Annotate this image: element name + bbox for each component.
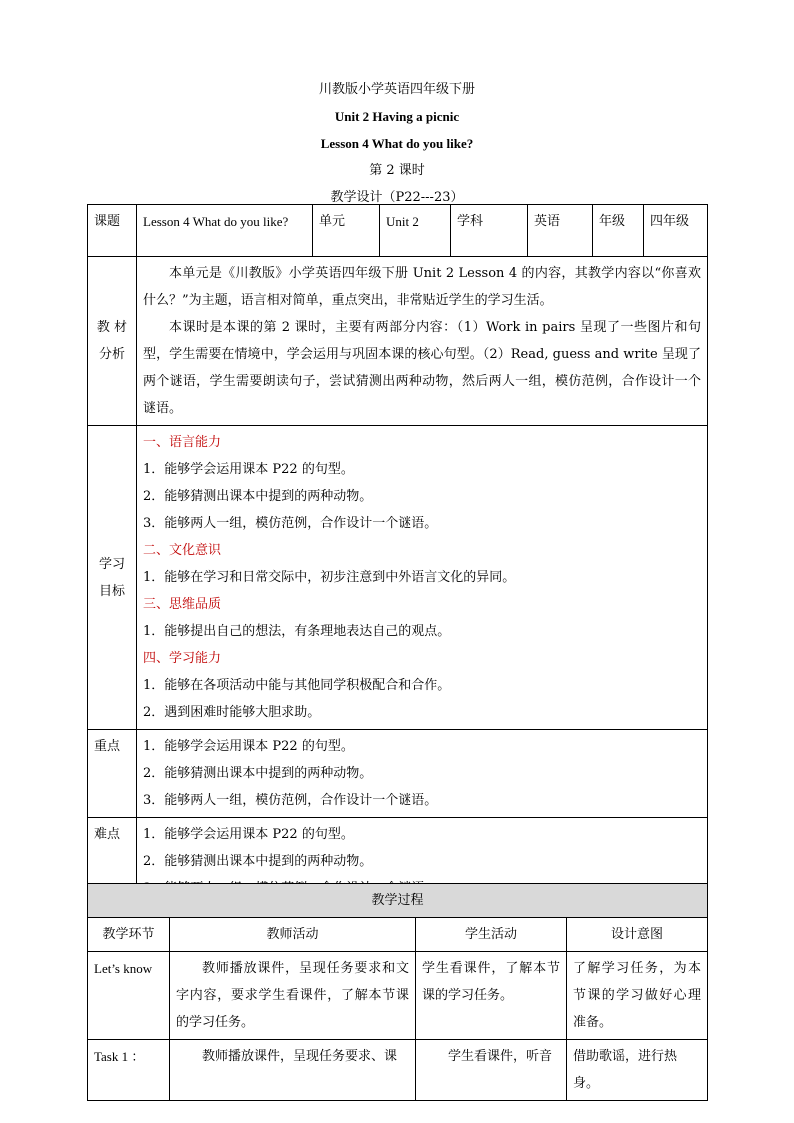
objective-heading: 一、语言能力 [143,435,222,450]
lesson-plan-table [87,204,708,906]
title-book: 川教版小学英语四年级下册 [318,82,475,97]
process-teacher: 教师播放课件，呈现任务要求和文字内容，要求学生看课件，了解本节课的学习任务。 [170,952,416,1040]
objective-heading: 二、文化意识 [143,543,222,558]
objective-item: 1．能够在各项活动中能与其他同学积极配合和合作。 [143,678,451,693]
title-period: 第 2 课时 [369,163,425,178]
process-header-stage: 教学环节 [88,918,170,952]
key-point-item: 2．能够猜测出课本中提到的两种动物。 [143,766,373,781]
key-points-label: 重点 [88,730,137,818]
info-row [88,205,708,257]
subject-label: 学科 [451,205,528,257]
objective-heading: 四、学习能力 [143,651,222,666]
analysis-paragraph-1: 本单元是《川教版》小学英语四年级下册 Unit 2 Lesson 4 的内容，其教学内容以“你喜欢什么？”为主题，语言相对简单，重点突出，非常贴近学生的学习生活。 [143,266,701,308]
topic-value: Lesson 4 What do you like? [137,205,313,257]
title-lesson: Lesson 4 What do you like? [320,136,474,151]
objective-item: 3．能够两人一组，模仿范例，合作设计一个谜语。 [143,516,438,531]
key-points-content [137,730,708,818]
process-student: 学生看课件，听音 [416,1040,567,1101]
difficulty-item: 2．能够猜测出课本中提到的两种动物。 [143,854,373,869]
process-student: 学生看课件，了解本节课的学习任务。 [416,952,567,1040]
process-header-teacher: 教师活动 [170,918,416,952]
process-header-row [88,918,708,952]
grade-value: 四年级 [644,205,708,257]
process-title: 教学过程 [88,884,708,918]
process-stage: Let’s know [88,952,170,1040]
objectives-content [137,426,708,730]
objective-item: 2．能够猜测出课本中提到的两种动物。 [143,489,373,504]
difficulty-item: 1．能够学会运用课本 P22 的句型。 [143,827,354,842]
objective-item: 1．能够学会运用课本 P22 的句型。 [143,462,354,477]
title-design: 教学设计（P22---23） [330,190,464,205]
unit-value: Unit 2 [380,205,451,257]
process-intent: 了解学习任务，为本节课的学习做好心理准备。 [567,952,708,1040]
key-points-row [88,730,708,818]
grade-label: 年级 [593,205,644,257]
analysis-paragraph-2: 本课时是本课的第 2 课时，主要有两部分内容：（1）Work in pairs 呈现了一些图片和句型，学生需要在情境中，学会运用与巩固本课的核心句型。（2）Read, guess and write 呈现了两个谜语，学生需要朗读句子，尝试猜测出两种动物，然后两人一组，模仿范例，合作设计一个谜语。 [143,320,701,416]
analysis-row [88,257,708,426]
objectives-row [88,426,708,730]
objectives-label: 学习目标 [88,426,137,730]
analysis-content [137,257,708,426]
process-header-intent: 设计意图 [567,918,708,952]
key-point-item: 3．能够两人一组，模仿范例，合作设计一个谜语。 [143,793,438,808]
analysis-label: 教 材 分析 [88,257,137,426]
document-titles [0,76,794,211]
objective-item: 1．能够在学习和日常交际中，初步注意到中外语言文化的异同。 [143,570,516,585]
difficulties-label: 难点 [88,818,137,906]
subject-value: 英语 [528,205,593,257]
key-point-item: 1．能够学会运用课本 P22 的句型。 [143,739,354,754]
unit-label: 单元 [313,205,380,257]
process-teacher: 教师播放课件，呈现任务要求、课 [170,1040,416,1101]
objective-item: 1．能够提出自己的想法，有条理地表达自己的观点。 [143,624,451,639]
process-intent: 借助歌谣，进行热身。 [567,1040,708,1101]
process-row [88,1040,708,1101]
objective-heading: 三、思维品质 [143,597,222,612]
objective-item: 2．遇到困难时能够大胆求助。 [143,705,321,720]
process-stage: Task 1 ： [88,1040,170,1101]
process-header-student: 学生活动 [416,918,567,952]
title-unit: Unit 2 Having a picnic [334,109,460,124]
process-row [88,952,708,1040]
topic-label: 课题 [88,205,137,257]
process-table [87,883,708,1101]
